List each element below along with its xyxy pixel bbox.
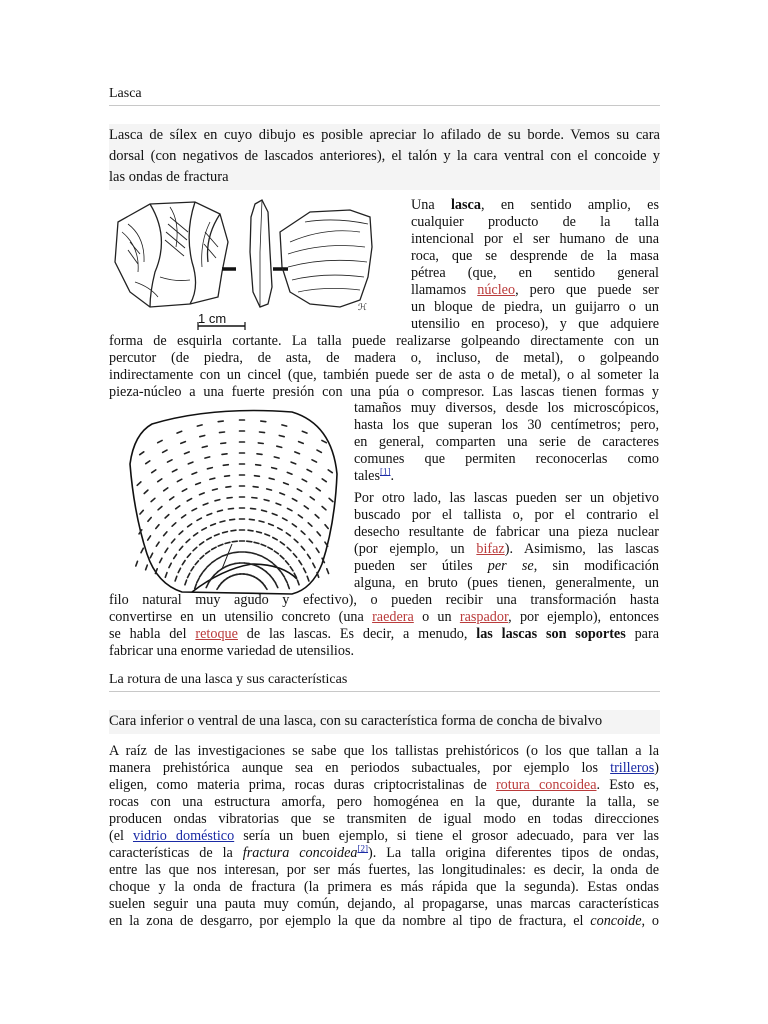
wave-dash — [158, 479, 162, 482]
wave-dash — [328, 470, 332, 473]
wave-dash — [195, 584, 197, 589]
wave-dash — [225, 542, 230, 543]
wave-dash — [316, 488, 320, 491]
wave-dash — [158, 440, 162, 442]
wave-dash — [194, 533, 198, 536]
wave-dash — [280, 556, 284, 559]
wave-dash — [172, 523, 176, 526]
wave-dash — [218, 421, 223, 422]
wave-dash — [260, 432, 265, 433]
wave-dash — [207, 538, 211, 540]
wave-dash — [282, 425, 287, 426]
wave-dash — [156, 542, 159, 546]
flake-drawing-figure — [110, 192, 405, 332]
scale-label: 1 cm — [198, 311, 227, 326]
wave-dash — [329, 498, 333, 501]
wave-dash — [298, 515, 302, 518]
wave-dash — [213, 489, 218, 490]
wave-dash — [290, 567, 293, 571]
wave-dash — [211, 524, 216, 526]
wave-dash — [255, 476, 260, 477]
wave-dash — [175, 576, 177, 581]
wave-dash — [283, 518, 287, 520]
paragraph-2-full: filo natural muy agudo y efectivo), o pueden recibir una transformación hasta convertirse en un utensilio concreto (una raedera o un raspador, por ejemplo), entonces se habla del retoque de las lascas. Es decir, a menudo, las lascas son soportes para fabricar una enorme variedad de utensilios. — [109, 592, 659, 659]
link-bifaz[interactable]: bifaz — [476, 541, 505, 557]
wave-dash — [267, 489, 272, 490]
wave-dash — [218, 544, 223, 546]
wave-dash — [276, 583, 278, 587]
wave-dash — [268, 560, 272, 563]
wave-dash — [234, 552, 239, 553]
wave-dash — [179, 546, 182, 550]
wave-dash — [259, 521, 264, 522]
wave-dash — [140, 510, 143, 514]
wave-dash — [218, 510, 223, 511]
wave-dash — [230, 519, 235, 520]
link-raspador[interactable]: raspador — [459, 609, 509, 625]
figure-caption-2: Cara inferior o ventral de una lasca, con su característica forma de concha de bivalvo — [109, 710, 660, 734]
wave-dash — [182, 561, 185, 565]
wave-dash — [297, 489, 301, 491]
wave-dash — [274, 457, 279, 458]
wave-dash — [152, 470, 156, 473]
wave-dash — [197, 578, 199, 582]
wave-dash — [223, 465, 228, 466]
section-heading-rotura: La rotura de una lasca y sus características — [109, 672, 660, 692]
wave-dash — [203, 568, 206, 572]
wave-dash — [301, 531, 305, 534]
wave-dash — [279, 436, 284, 437]
wave-dash — [274, 551, 278, 554]
wave-dash — [200, 542, 204, 545]
figure-caption-1: Lasca de sílex en cuyo dibujo es posible apreciar lo afilado de su borde. Vemos su cara dorsal (con negativos de lascados anteriores), el talón y la cara ventral con el concoide y las ondas de fractura — [109, 124, 660, 190]
wave-dash — [212, 547, 216, 549]
wave-dash — [172, 470, 177, 472]
wave-dash — [177, 431, 182, 433]
link-retoque[interactable]: retoque — [195, 626, 238, 642]
wave-dash — [165, 548, 168, 552]
wave-dash — [278, 528, 282, 530]
wave-dash — [202, 446, 207, 447]
wave-dash — [268, 547, 272, 549]
wave-dash — [177, 479, 181, 481]
wave-dash — [217, 557, 221, 559]
wave-dash — [200, 436, 205, 437]
wave-dash — [254, 542, 259, 543]
wave-dash — [315, 515, 319, 518]
paragraph-2-wrap: Por otro lado, las lascas pueden ser un objetivo buscado por el tallista o, por el contrario el desecho resultante de fabricar una pieza nuclear (por ejemplo, un bifaz). Asimismo, las lascas pueden ser útiles per se, sin modificación alguna, en bruto (pues tienen, generalmente, un — [354, 490, 659, 591]
wave-dash — [170, 497, 174, 500]
wave-dash — [221, 443, 226, 444]
wave-dash — [212, 560, 216, 563]
wave-dash — [262, 510, 267, 511]
ventral-face-drawing — [280, 210, 372, 307]
wave-dash — [302, 431, 307, 433]
wave-dash — [188, 573, 190, 577]
wave-dash — [261, 421, 266, 422]
wave-dash — [141, 548, 143, 553]
link-rotura-concoidea[interactable]: rotura concoidea — [495, 777, 597, 793]
wave-dash — [222, 555, 227, 557]
wave-dash — [317, 450, 321, 452]
wave-dash — [247, 541, 252, 542]
wave-dash — [206, 551, 210, 554]
wave-dash — [207, 564, 211, 567]
wave-dash — [269, 524, 274, 526]
wave-dash — [207, 468, 212, 469]
wave-dash — [231, 530, 236, 531]
wave-dash — [316, 548, 319, 552]
wave-dash — [252, 553, 257, 554]
wave-dash — [187, 554, 190, 558]
wave-dash — [253, 487, 258, 488]
wave-dash — [257, 454, 262, 455]
wave-dash — [246, 552, 251, 553]
wave-dash — [215, 534, 220, 536]
wave-dash — [302, 479, 306, 481]
wave-dash — [222, 454, 227, 455]
wave-dash — [293, 554, 296, 558]
wave-dash — [192, 472, 197, 474]
wave-dash — [272, 514, 277, 516]
wave-dash — [258, 443, 263, 444]
wave-dash — [168, 460, 173, 462]
wave-dash — [295, 452, 300, 454]
wave-dash — [273, 538, 277, 540]
wave-dash — [160, 558, 162, 562]
wave-dash — [327, 569, 329, 574]
wave-dash — [164, 532, 167, 536]
wave-dash — [165, 573, 167, 578]
wave-dash — [188, 524, 192, 527]
wave-dash — [299, 561, 302, 565]
wave-dash — [205, 457, 210, 458]
bulb-of-percussion — [192, 564, 297, 592]
ventral-flake-figure — [122, 404, 350, 600]
wave-dash — [312, 460, 317, 462]
wave-dash — [163, 450, 167, 452]
wave-dash — [140, 452, 144, 455]
wave-dash — [261, 544, 266, 546]
wave-dash — [251, 508, 256, 509]
wave-dash — [202, 528, 206, 530]
wave-dash — [292, 524, 296, 527]
wave-dash — [197, 425, 202, 426]
wave-dash — [257, 532, 262, 533]
wave-dash — [156, 525, 159, 529]
reference-2-link[interactable]: [2] — [357, 843, 369, 854]
wave-dash — [322, 507, 326, 510]
wave-dash — [277, 446, 282, 447]
wave-dash — [200, 573, 203, 577]
wave-dash — [265, 534, 270, 536]
wave-dash — [158, 507, 162, 510]
wave-dash — [232, 541, 237, 542]
wave-dash — [144, 490, 148, 493]
dorsal-hatching — [128, 217, 218, 264]
wave-dash — [263, 557, 267, 559]
wave-dash — [196, 483, 201, 485]
paragraph-1-wrap: Una lasca, en sentido amplio, es cualquier producto de la talla intencional por el ser humano de una roca, que se desprende de la masa pétrea (que, en sentido general llamamos núcleo, pero que puede ser un bloque de piedra, un guijarro o un utensilio en proceso), y que adquiere — [411, 197, 659, 332]
wave-dash — [165, 515, 169, 518]
wave-dash — [308, 523, 312, 526]
wave-dash — [248, 530, 253, 531]
wave-dash — [200, 556, 204, 559]
wave-dash — [225, 476, 230, 477]
wave-dash — [203, 503, 208, 505]
illustrator-mark: ℋ — [358, 302, 367, 312]
wave-dash — [146, 565, 148, 570]
wave-dash — [228, 508, 233, 509]
wave-dash — [182, 489, 186, 491]
wave-dash — [193, 547, 197, 550]
wave-dash — [286, 561, 289, 565]
wave-dash — [207, 514, 212, 516]
wave-dash — [294, 539, 298, 542]
link-trilleros[interactable]: trilleros — [610, 760, 655, 776]
wave-dash — [182, 515, 186, 518]
wave-dash — [186, 539, 190, 542]
wave-dash — [291, 462, 296, 464]
paragraph-1-continued: tamaños muy diversos, desde los microscópicos, hasta los que superan los 30 centímetros; pero, en general, comparten una serie de caracteres comunes que permiten reconocerlas como tales[1]. — [354, 400, 659, 484]
wave-dash — [297, 580, 299, 585]
wave-dash — [322, 440, 326, 442]
wave-dash — [220, 432, 225, 433]
wave-dash — [164, 488, 168, 491]
wave-dash — [181, 442, 186, 444]
wave-dash — [285, 578, 287, 582]
wave-dash — [188, 462, 193, 464]
wave-dash — [179, 531, 183, 534]
profile-drawing — [250, 200, 272, 307]
wave-dash — [257, 555, 262, 557]
wave-dash — [288, 584, 290, 589]
wave-dash — [304, 506, 308, 509]
wave-dash — [299, 442, 304, 444]
wave-dash — [197, 518, 201, 520]
wave-dash — [325, 525, 328, 529]
wave-dash — [176, 506, 180, 509]
paragraph-1-full: forma de esquirla cortante. La talla puede realizarse golpeando directamente con un percutor (de piedra, de asta, de madera o, incluso, de metal), o golpeando indirectamente con un cincel (que, también puede ser de asta o de metal), o al someter la pieza-núcleo a una fuerte presión con una púa o compresor. Las lascas tienen formas y — [109, 333, 659, 400]
wave-dash — [252, 498, 257, 499]
paragraph-3: A raíz de las investigaciones se sabe que los tallistas prehistóricos (o los que tallan a la manera prehistórica aunque sea en periodos subactuales, por ejemplo los trilleros) eligen, como materia prima, rocas duras criptocristalinas de rotura concoidea. Esto es, rocas con una estructura amorfa, pero homogénea en la que, durante la talla, se producen ondas vibratorias que se transmiten de igual modo en todas direcciones (el vidrio doméstico sería un buen ejemplo, si tiene el grosor adecuado, para ver las características de la fractura concoidea[2]). La talla origina diferentes tipos de ondas, entre las que nos interesan, por ser más fuertes, las longitudinales: es decir, la onda de choque y la onda de fractura (la primera es más rápida que la segunda). Estas ondas suelen seguir una pauta muy común, dejando, al propagarse, unas marcas características en la zona de desgarro, por ejemplo la que da nombre al tipo de fractura, el concoide, o — [109, 743, 660, 929]
wave-dash — [287, 472, 292, 474]
wave-dash — [272, 468, 277, 469]
wave-dash — [185, 580, 187, 585]
wave-dash — [187, 499, 191, 501]
wave-dash — [284, 483, 289, 485]
wave-dash — [307, 470, 312, 472]
wave-dash — [308, 554, 311, 558]
wave-dash — [249, 519, 254, 520]
fracture-waves — [136, 420, 333, 589]
wave-dash — [178, 568, 180, 572]
wave-dash — [226, 487, 231, 488]
wave-dash — [210, 478, 215, 479]
wave-dash — [192, 508, 196, 510]
wave-dash — [288, 508, 292, 510]
wave-dash — [223, 532, 228, 533]
wave-dash — [148, 518, 151, 522]
wave-dash — [313, 563, 315, 567]
wave-dash — [301, 546, 304, 550]
wave-dash — [280, 493, 285, 495]
wave-dash — [148, 536, 151, 540]
wave-dash — [256, 465, 261, 466]
wave-dash — [317, 532, 320, 536]
wave-dash — [215, 500, 220, 501]
wave-dash — [286, 533, 290, 536]
text-line: Una lasca, en sentido amplio, es — [411, 197, 659, 213]
wave-dash — [276, 503, 281, 505]
wave-dash — [146, 461, 150, 464]
wave-dash — [227, 498, 232, 499]
wave-dash — [280, 542, 284, 545]
wave-dash — [172, 539, 175, 543]
link-vidrio-domestico[interactable]: vidrio doméstico — [132, 828, 235, 844]
wave-dash — [200, 493, 205, 495]
wave-dash — [310, 497, 314, 500]
wave-dash — [304, 568, 306, 572]
wave-dash — [169, 563, 171, 567]
wave-dash — [307, 576, 309, 581]
wave-dash — [174, 554, 177, 558]
link-raedera[interactable]: raedera — [372, 609, 414, 625]
wave-dash — [322, 479, 326, 482]
reference-1-link[interactable]: [1] — [380, 466, 391, 477]
wave-dash — [185, 452, 190, 454]
wave-dash — [282, 573, 285, 577]
wave-dash — [309, 539, 312, 543]
wave-dash — [137, 482, 141, 485]
wave-dash — [150, 553, 152, 558]
wave-dash — [191, 567, 194, 571]
wave-dash — [136, 561, 138, 566]
wave-dash — [220, 521, 225, 522]
flake-outline — [130, 411, 337, 595]
wave-dash — [292, 499, 296, 501]
wave-dash — [151, 498, 155, 501]
wave-dash — [264, 500, 269, 501]
link-nucleo[interactable]: núcleo — [477, 282, 516, 298]
section-heading-lasca: Lasca — [109, 86, 660, 106]
wave-dash — [195, 561, 198, 565]
wave-dash — [269, 478, 274, 479]
wave-dash — [287, 547, 291, 550]
